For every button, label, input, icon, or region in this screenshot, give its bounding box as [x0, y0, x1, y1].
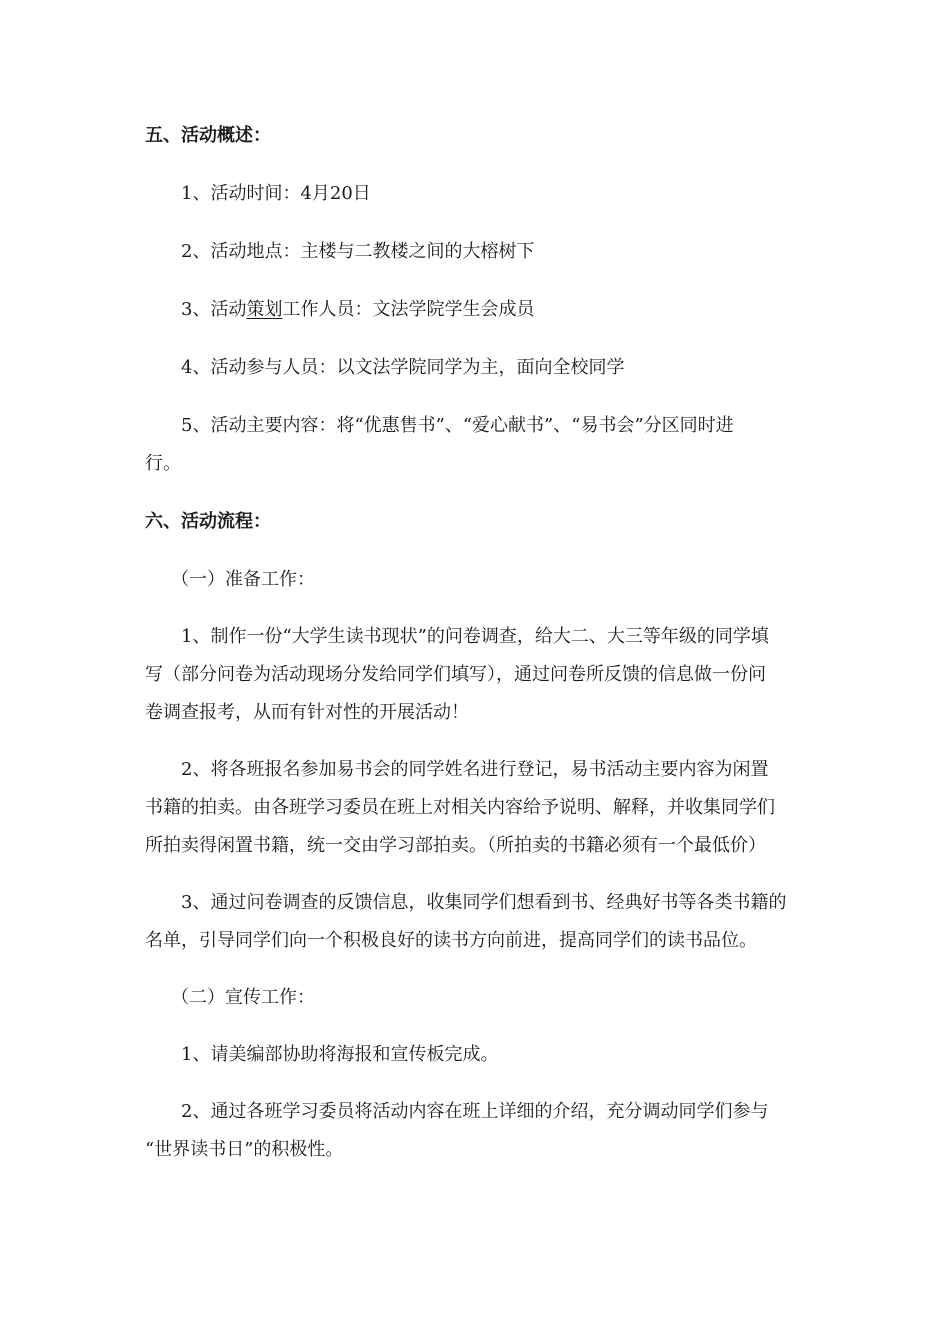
- prep-p1-line-2: 写（部分问卷为活动现场分发给同学们填写），通过问卷所反馈的信息做一份问: [145, 664, 766, 685]
- promo-p2-line-2: “世界读书日”的积极性。: [145, 1139, 344, 1160]
- promo-work-title: （二）宣传工作：: [171, 987, 315, 1008]
- activity-time: 1、活动时间：4月20日: [181, 183, 371, 204]
- activity-content-line-1: 5、活动主要内容：将“优惠售书”、“爱心献书”、“易书会”分区同时进: [181, 415, 734, 436]
- prep-p2-line-3: 所拍卖得闲置书籍，统一交由学习部拍卖。（所拍卖的书籍必须有一个最低价）: [145, 835, 766, 856]
- prep-p1-line-1: 1、制作一份“大学生读书现状”的问卷调查，给大二、大三等年级的同学填: [181, 626, 769, 647]
- prep-p1-line-3: 卷调查报考，从而有针对性的开展活动！: [145, 702, 469, 723]
- promo-p1: 1、请美编部协助将海报和宣传板完成。: [181, 1044, 499, 1065]
- activity-content-line-2: 行。: [145, 453, 181, 474]
- activity-location: 2、活动地点：主楼与二教楼之间的大榕树下: [181, 241, 535, 262]
- planning-staff-prefix: 3、活动: [181, 299, 247, 320]
- section-6-heading: 六、活动流程：: [145, 511, 271, 532]
- section-5-heading: 五、活动概述：: [145, 125, 271, 146]
- planning-underlined-word: 策划: [246, 299, 283, 320]
- prep-work-title: （一）准备工作：: [171, 569, 315, 590]
- prep-p2-line-2: 书籍的拍卖。由各班学习委员在班上对相关内容给予说明、解释，并收集同学们: [145, 797, 775, 818]
- activity-participants: 4、活动参与人员：以文法学院同学为主，面向全校同学: [181, 357, 625, 378]
- planning-staff-suffix: 工作人员：文法学院学生会成员: [282, 299, 535, 320]
- prep-p2-line-1: 2、将各班报名参加易书会的同学姓名进行登记，易书活动主要内容为闲置: [181, 759, 769, 780]
- activity-planning-staff: [181, 300, 534, 320]
- promo-p2-line-1: 2、通过各班学习委员将活动内容在班上详细的介绍，充分调动同学们参与: [181, 1101, 769, 1122]
- prep-p3-line-1: 3、通过问卷调查的反馈信息，收集同学们想看到书、经典好书等各类书籍的: [181, 892, 787, 913]
- prep-p3-line-2: 名单，引导同学们向一个积极良好的读书方向前进，提高同学们的读书品位。: [145, 930, 757, 951]
